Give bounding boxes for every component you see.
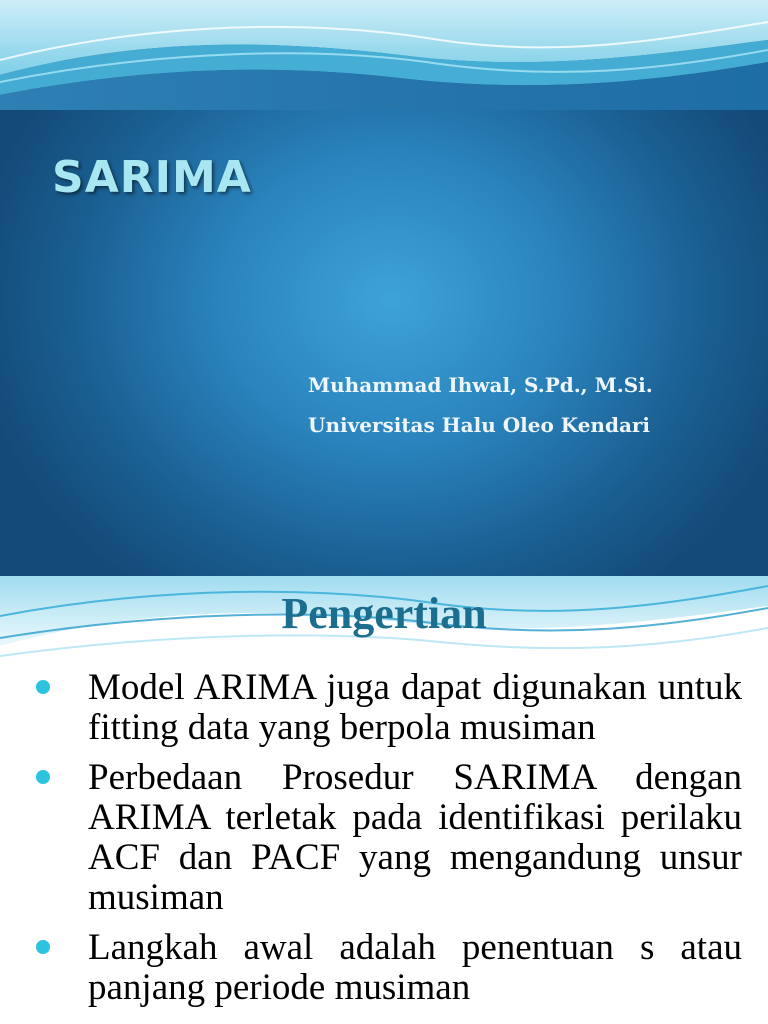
bullet-text: Langkah awal adalah penentuan s atau panjang periode musiman [88, 927, 742, 1008]
slide-heading: Pengertian [281, 589, 487, 638]
bullet-dot-icon [36, 680, 50, 694]
bullet-text: Perbedaan Prosedur SARIMA dengan ARIMA terletak pada identifikasi perilaku ACF dan PACF yang mengandung unsur musiman [88, 757, 742, 918]
author-affiliation: Universitas Halu Oleo Kendari [308, 413, 651, 437]
header-wave-decoration [0, 0, 768, 110]
bullet-text: Model ARIMA juga dapat digunakan untuk fitting data yang berpola musiman [88, 667, 742, 748]
bullet-dot-icon [36, 770, 50, 784]
list-item [30, 668, 742, 748]
author-name: Muhammad Ihwal, S.Pd., M.Si. [308, 373, 653, 397]
slide-title-text: SARIMA [52, 152, 252, 203]
bullet-list [30, 668, 742, 1018]
list-item [30, 928, 742, 1008]
bullet-dot-icon [36, 940, 50, 954]
slide-pengertian [0, 576, 768, 1024]
list-item [30, 758, 742, 918]
